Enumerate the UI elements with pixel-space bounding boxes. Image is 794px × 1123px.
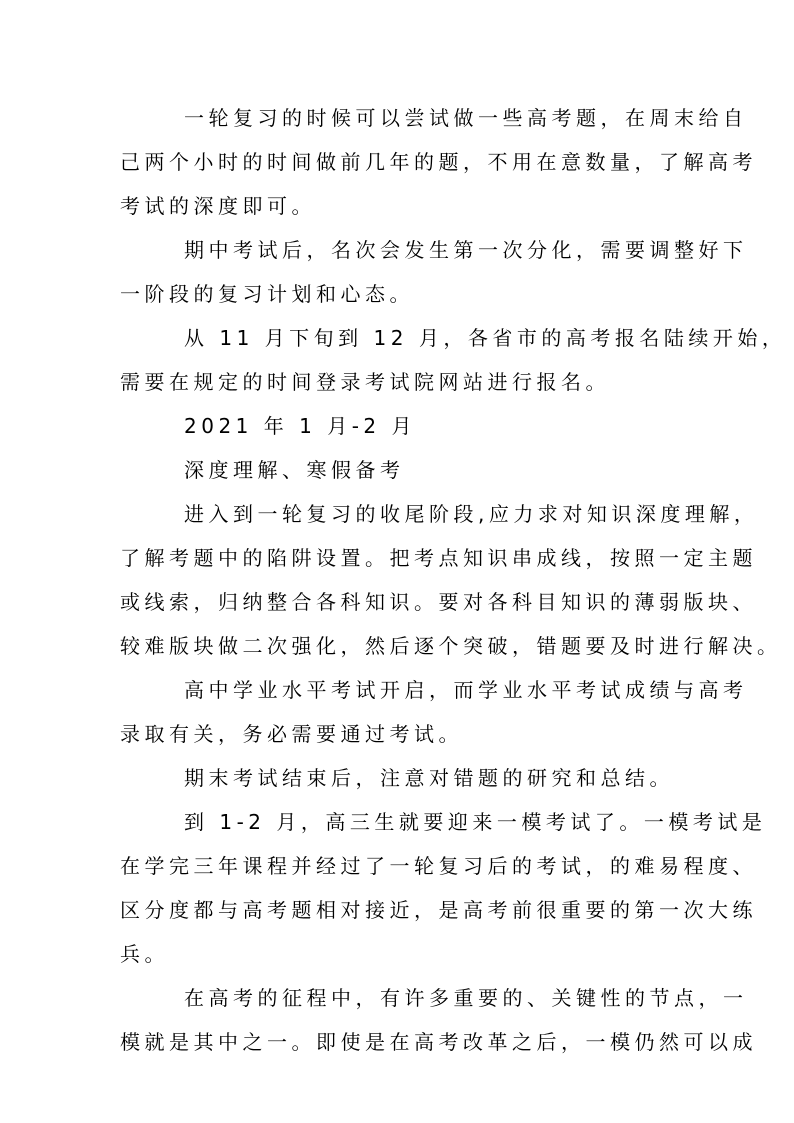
paragraph-line: 进入到一轮复习的收尾阶段,应力求对知识深度理解， (184, 502, 759, 526)
paragraph-line: 需要在规定的时间登录考试院网站进行报名。 (120, 370, 610, 394)
paragraph-line: 录取有关，务必需要通过考试。 (120, 722, 463, 746)
paragraph-line: 较难版块做二次强化，然后逐个突破，错题要及时进行解决。 (120, 634, 782, 658)
paragraph-line: 区分度都与高考题相对接近，是高考前很重要的第一次大练 (120, 898, 757, 922)
paragraph-line: 到 1-2 月，高三生就要迎来一模考试了。一模考试是 (184, 810, 767, 834)
section-title: 深度理解、寒假备考 (184, 458, 405, 482)
paragraph-line: 己两个小时的时间做前几年的题，不用在意数量，了解高考 (120, 150, 757, 174)
paragraph-line: 一轮复习的时候可以尝试做一些高考题，在周末给自 (184, 106, 748, 130)
paragraph-line: 在高考的征程中，有许多重要的、关键性的节点，一 (184, 986, 748, 1010)
paragraph-line: 兵。 (120, 942, 169, 966)
paragraph-line: 高中学业水平考试开启，而学业水平考试成绩与高考 (184, 678, 748, 702)
paragraph-line: 期中考试后，名次会发生第一次分化，需要调整好下 (184, 238, 748, 262)
section-date-heading: 2021 年 1 月-2 月 (184, 414, 416, 438)
paragraph-line: 了解考题中的陷阱设置。把考点知识串成线，按照一定主题 (120, 546, 757, 570)
paragraph-line: 期末考试结束后，注意对错题的研究和总结。 (184, 766, 674, 790)
paragraph-line: 在学完三年课程并经过了一轮复习后的考试，的难易程度、 (120, 854, 757, 878)
paragraph-line: 从 11 月下旬到 12 月，各省市的高考报名陆续开始， (184, 326, 787, 350)
paragraph-line: 考试的深度即可。 (120, 194, 316, 218)
paragraph-line: 一阶段的复习计划和心态。 (120, 282, 414, 306)
paragraph-line: 模就是其中之一。即使是在高考改革之后，一模仍然可以成 (120, 1030, 757, 1054)
paragraph-line: 或线索，归纳整合各科知识。要对各科目知识的薄弱版块、 (120, 590, 757, 614)
